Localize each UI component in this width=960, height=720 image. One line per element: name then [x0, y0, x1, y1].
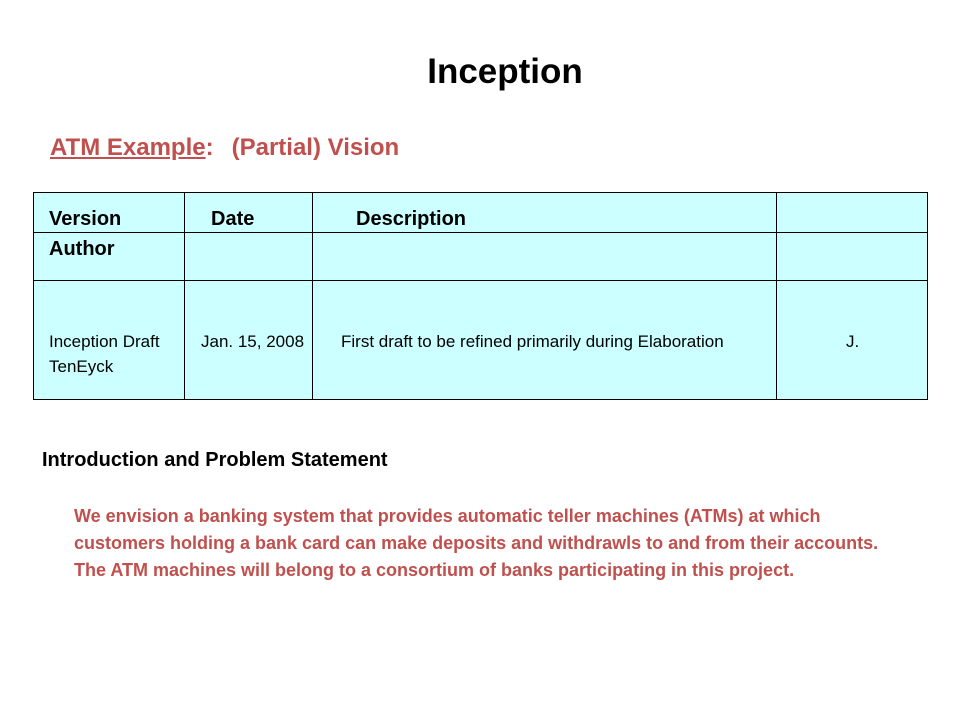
version-table: [33, 192, 928, 400]
row-version: Inception Draft: [49, 332, 160, 351]
row-description: First draft to be refined primarily during Elaboration: [341, 332, 724, 351]
header-date: Date: [211, 208, 255, 230]
subtitle-link[interactable]: ATM Example: [50, 134, 206, 161]
header-author: Author: [49, 238, 115, 260]
row-author-last: TenEyck: [49, 357, 114, 376]
table-divider: [34, 232, 927, 233]
table-divider: [34, 280, 927, 281]
slide-title: Inception: [427, 52, 583, 91]
section-body: We envision a banking system that provides automatic teller machines (ATMs) at which customers holding a bank card can make deposits and withdrawls to and from their accounts. The ATM machines will belong to a consortium of banks participating in this project.: [74, 506, 879, 580]
row-date: Jan. 15, 2008: [201, 332, 305, 351]
subtitle-rest: (Partial) Vision: [231, 134, 400, 161]
section-title: Introduction and Problem Statement: [42, 449, 388, 471]
slide-subtitle: [50, 134, 399, 162]
subtitle-colon: :: [205, 134, 214, 161]
header-version: Version: [49, 208, 122, 230]
row-author-first: J.: [846, 332, 860, 351]
table-row: [49, 329, 889, 379]
header-description: Description: [356, 208, 467, 230]
